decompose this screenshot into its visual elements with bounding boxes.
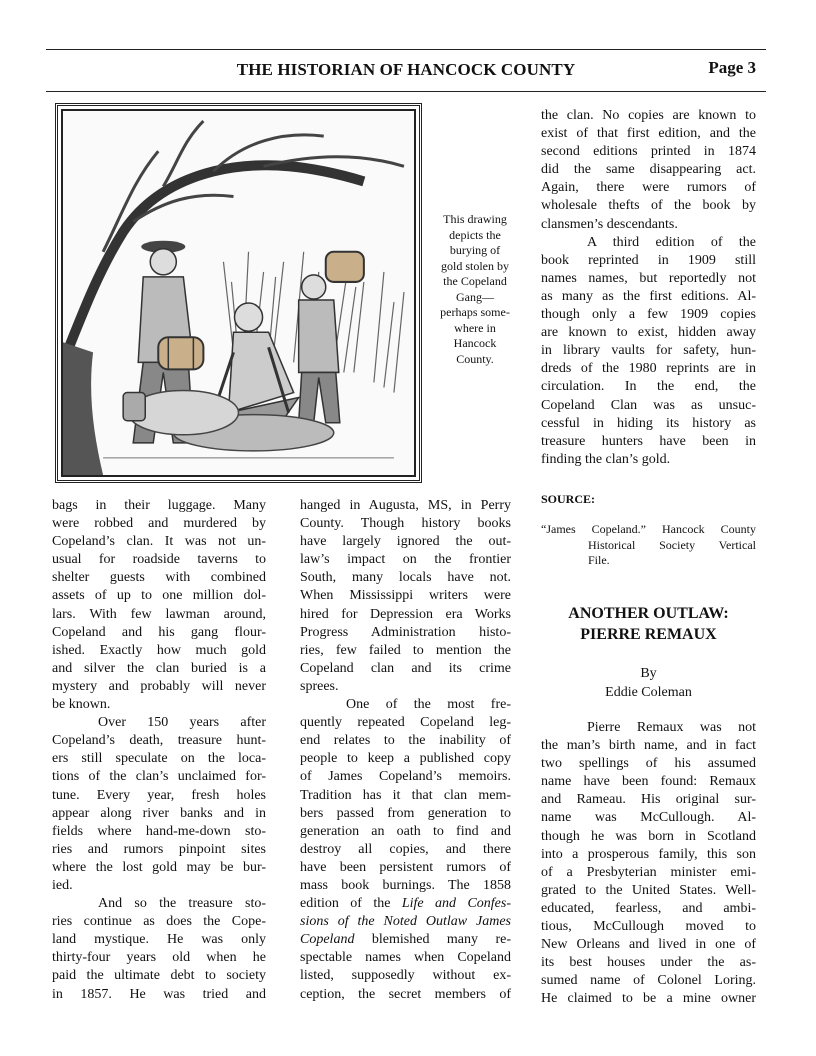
text-line: cessful in hiding its history as xyxy=(541,415,756,431)
text-line: exist of that first edition, and the xyxy=(541,126,756,142)
middle-column xyxy=(300,497,511,1004)
paragraph xyxy=(52,714,266,895)
newsletter-title: THE HISTORIAN OF HANCOCK COUNTY xyxy=(236,60,576,79)
gold-burying-drawing xyxy=(61,109,416,477)
text-line: bags in their luggage. Many xyxy=(52,498,266,513)
text-line: Pierre Remaux was not xyxy=(587,720,756,735)
text-line: and silver the clan buried is a xyxy=(52,660,266,676)
header-rule xyxy=(46,91,766,92)
text-line: County. Though history books xyxy=(300,516,511,532)
text-line: names names, but reportedly not xyxy=(541,270,756,286)
citation-line: File. xyxy=(588,553,610,567)
article-title-line: PIERRE REMAUX xyxy=(580,626,717,643)
text-line: usual for roadside taverns to xyxy=(52,552,266,568)
caption-line: This drawing xyxy=(443,212,507,226)
right-column-top xyxy=(541,107,756,469)
text-line: sprees. xyxy=(300,678,339,694)
page-number: Page 3 xyxy=(708,58,756,77)
text-line: hanged in Augusta, MS, in Perry xyxy=(300,498,511,513)
caption-line: Hancock xyxy=(453,336,497,350)
text-line: Again, there were rumors of xyxy=(541,180,756,196)
text-line: tions of the clan’s unclaimed for- xyxy=(52,769,266,785)
text-line: have largely ignored the out- xyxy=(300,534,511,550)
paragraph xyxy=(52,497,266,714)
author-name: Eddie Coleman xyxy=(605,685,692,700)
text-line: land mystique. He was only xyxy=(52,932,266,948)
text-line: listed, supposedly without ex- xyxy=(300,968,511,984)
left-column xyxy=(52,497,266,1004)
text-line: two spellings of his assumed xyxy=(541,756,756,772)
text-line: clansmen’s descendants. xyxy=(541,216,678,232)
text-line: assets of up to one million dol- xyxy=(52,588,266,604)
text-line: wholesale thefts of the book by xyxy=(541,198,756,214)
text-line: people to keep a published copy xyxy=(300,751,511,767)
text-line: fields where hand-me-down sto- xyxy=(52,823,266,839)
masthead xyxy=(46,60,766,84)
illustration-frame xyxy=(55,103,422,483)
text-line: ers still speculate on the loca- xyxy=(52,751,266,767)
source-heading: SOURCE: xyxy=(541,492,596,506)
text-line: He claimed to be a mine owner xyxy=(541,991,756,1007)
right-column-bottom xyxy=(541,719,756,1009)
citation-line: Historical Society Vertical xyxy=(588,537,756,552)
text-line: the man’s birth name, and in fact xyxy=(541,738,756,754)
text-line: did the same disappearing act. xyxy=(541,162,756,178)
illustration-caption xyxy=(432,212,518,367)
text-line: be known. xyxy=(52,697,111,713)
text-line: as many as the first editions. Al- xyxy=(541,288,756,304)
text-line: name have been found: Remaux xyxy=(541,774,756,790)
book-title-italic: sions of the Noted Outlaw James xyxy=(300,914,511,930)
paragraph xyxy=(541,719,756,1009)
caption-line: Gang— xyxy=(456,289,494,304)
text-line: quently repeated Copeland leg- xyxy=(300,715,511,731)
text-line: tious, McCullough moved to xyxy=(541,919,756,935)
text-line: New Orleans and lived in one of xyxy=(541,937,756,953)
caption-line: perhaps some- xyxy=(440,305,510,319)
text-line: are known to exist, hidden away xyxy=(541,325,756,341)
text-line: book reprinted in 1909 still xyxy=(541,252,756,268)
text-line: ries and rumors pinpoint sites xyxy=(52,841,266,857)
caption-line: where in xyxy=(454,320,496,335)
text-line: bers passed from generation to xyxy=(300,805,511,821)
text-line: in library vaults for safety, hun- xyxy=(541,343,756,359)
text-line: law’s impact on the frontier xyxy=(300,552,511,568)
book-title-italic: Copeland xyxy=(300,932,355,948)
text-line xyxy=(300,913,511,931)
caption-line: County. xyxy=(456,351,494,366)
text-line: Over 150 years after xyxy=(98,715,266,731)
text-line: mystery and probably will never xyxy=(52,678,266,694)
text-line: where the lost gold may be bur- xyxy=(52,859,266,875)
paragraph xyxy=(541,234,756,469)
text-line: treasure hunters have been in xyxy=(541,433,756,449)
article-title-line: ANOTHER OUTLAW: xyxy=(568,605,729,622)
top-rule xyxy=(46,49,766,50)
text-line: circulation. In the end, the xyxy=(541,379,756,395)
text-line: though he was born in Scotland xyxy=(541,828,756,844)
text-line: mass book burnings. The 1858 xyxy=(300,877,511,893)
text-line: educated, fearless, and ambi- xyxy=(541,900,756,916)
source-citation xyxy=(541,522,756,569)
paragraph xyxy=(300,497,511,696)
caption-line: the Copeland xyxy=(443,274,507,288)
text-span: blemished many re- xyxy=(354,932,511,948)
article-title xyxy=(541,603,756,645)
text-line: ries, few failed to mention the xyxy=(300,642,511,658)
text-line: ied. xyxy=(52,877,73,893)
text-line: the clan. No copies are known to xyxy=(541,108,756,123)
text-line: of a Presbyterian minister emi- xyxy=(541,864,756,880)
text-line: generation an oath to find and xyxy=(300,823,511,839)
text-line: in 1857. He was tried and xyxy=(52,986,266,1002)
text-line: its best houses under the as- xyxy=(541,955,756,971)
text-line: of James Copeland’s memoirs. xyxy=(300,769,511,785)
text-line xyxy=(300,895,511,913)
text-line: destroy all copies, and there xyxy=(300,841,511,857)
text-line: South, many locals have not. xyxy=(300,570,511,586)
text-line: into a prosperous family, this son xyxy=(541,846,756,862)
book-title-italic: Life and Confes- xyxy=(401,896,511,912)
text-line: were robbed and murdered by xyxy=(52,516,266,532)
text-line: shelter guests with combined xyxy=(52,570,266,586)
text-line: second editions printed in 1874 xyxy=(541,144,756,160)
citation-line: “James Copeland.” Hancock County xyxy=(541,522,756,536)
text-line: When Mississippi writers were xyxy=(300,588,511,604)
text-line xyxy=(300,931,511,949)
caption-line: gold stolen by xyxy=(441,258,509,273)
text-line: appear along river banks and in xyxy=(52,805,266,821)
text-line: Copeland’s clan. It was not un- xyxy=(52,534,266,550)
text-line: grated to the United States. Well- xyxy=(541,882,756,898)
text-line: ished. Exactly how much gold xyxy=(52,642,266,658)
text-line: One of the most fre- xyxy=(346,697,511,713)
text-line: Tradition has it that clan mem- xyxy=(300,787,511,803)
caption-line: burying of xyxy=(449,243,501,257)
text-line: thirty-four years old when he xyxy=(52,950,266,966)
text-line: sumed name of Colonel Loring. xyxy=(541,973,756,989)
text-line: name was McCullough. Al- xyxy=(541,810,756,826)
text-line: tune. Every year, fresh holes xyxy=(52,787,266,803)
caption-line: depicts the xyxy=(449,227,501,242)
paragraph xyxy=(300,696,511,1004)
text-span: edition of the xyxy=(300,896,402,912)
text-line: spectable names when Copeland xyxy=(300,950,511,966)
text-line: paid the ultimate debt to society xyxy=(52,968,266,984)
byline xyxy=(541,664,756,702)
paragraph xyxy=(541,107,756,234)
text-line: Copeland clan and its crime xyxy=(300,660,511,676)
text-line: And so the treasure sto- xyxy=(98,896,266,912)
byline-by: By xyxy=(640,666,657,681)
text-line: Copeland Clan was as unsuc- xyxy=(541,397,756,413)
text-line: Progress Administration histo- xyxy=(300,624,511,640)
text-line: Copeland and his gang flour- xyxy=(52,624,266,640)
text-line: lars. With few lawman around, xyxy=(52,606,266,622)
text-line: dreds of the 1980 reprints are in xyxy=(541,361,756,377)
text-line: have been persistent rumors of xyxy=(300,859,511,875)
paragraph xyxy=(52,895,266,1004)
text-line: Copeland’s death, treasure hunt- xyxy=(52,733,266,749)
text-line: hired for Depression era Works xyxy=(300,606,511,622)
text-line: and Rameau. His original sur- xyxy=(541,792,756,808)
text-line: though only a few 1909 copies xyxy=(541,307,756,323)
text-line: end relates to the inability of xyxy=(300,733,511,749)
text-line: ries continue as does the Cope- xyxy=(52,914,266,930)
text-line: finding the clan’s gold. xyxy=(541,451,671,467)
text-line: A third edition of the xyxy=(587,234,756,250)
text-line: ception, the secret members of xyxy=(300,986,511,1002)
